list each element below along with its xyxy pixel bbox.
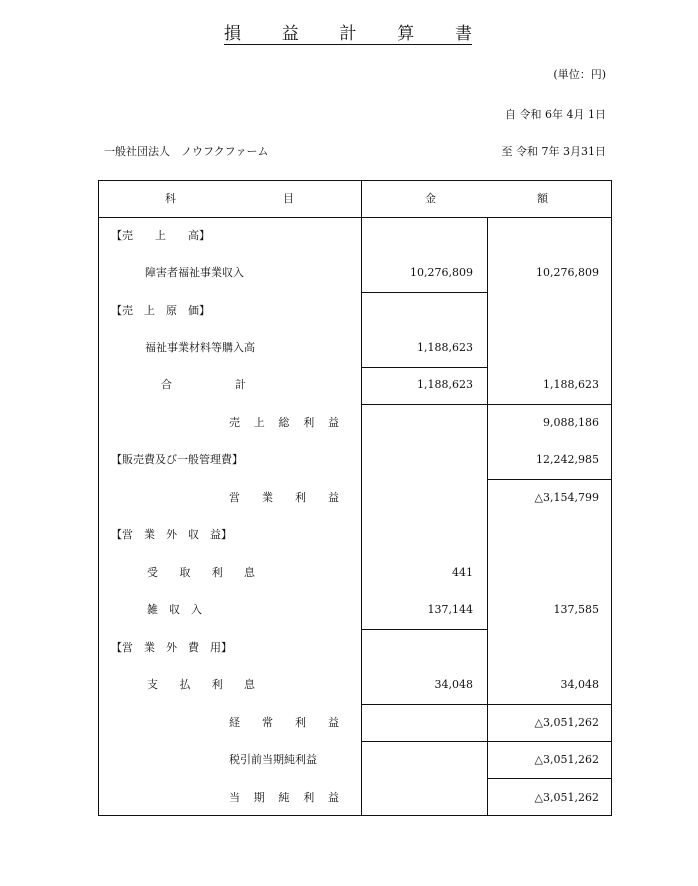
non-op-expense-total: 34,048: [560, 678, 599, 691]
operating-profit-label: 営業利益: [229, 491, 339, 504]
non-op-income-heading: 【営 業 外 収 益】: [111, 528, 232, 541]
total-column-divider: [487, 217, 488, 815]
total-rule: [487, 404, 611, 405]
misc-income-label: 雑 収 入: [147, 603, 202, 616]
interest-paid-label: 支払利息: [147, 678, 255, 691]
ordinary-profit-total: △3,051,262: [534, 716, 599, 729]
header-subject-1: 科: [165, 192, 176, 205]
gross-profit-total: 9,088,186: [543, 416, 599, 429]
cost-subtotal-label-1: 合: [161, 378, 172, 391]
unit-label: (単位：円): [553, 68, 606, 81]
cost-heading: 【売 上 原 価】: [111, 304, 210, 317]
cost-subtotal-amount: 1,188,623: [417, 378, 473, 391]
period-to: 至 令和 7年 3月31日: [501, 145, 606, 158]
period-from: 自 令和 6年 4月 1日: [505, 108, 606, 121]
amount-rule: [361, 292, 487, 293]
sga-heading: 【販売費及び一般管理費】: [111, 453, 243, 466]
misc-income-amount: 137,144: [427, 603, 473, 616]
income-statement-table: [98, 180, 612, 816]
cost-subtotal-total: 1,188,623: [543, 378, 599, 391]
total-rule: [487, 479, 611, 480]
sales-heading: 【売 上 高】: [111, 229, 210, 242]
company-name: 一般社団法人 ノウフクファーム: [104, 145, 269, 158]
non-op-expense-heading: 【営 業 外 費 用】: [111, 641, 232, 654]
net-profit-total: △3,051,262: [534, 791, 599, 804]
interest-received-amount: 441: [452, 566, 473, 579]
total-rule: [487, 704, 611, 705]
total-rule: [487, 741, 611, 742]
document-title: 損益計算書: [224, 24, 472, 44]
header-subject-2: 目: [283, 192, 294, 205]
revenue-amount: 10,276,809: [410, 266, 473, 279]
gross-profit-label: 売上総利益: [229, 416, 339, 429]
amount-rule: [361, 629, 487, 630]
header-amount-2: 額: [537, 192, 548, 205]
operating-profit-total: △3,154,799: [534, 491, 599, 504]
amount-rule: [361, 704, 487, 705]
interest-received-label: 受取利息: [147, 566, 255, 579]
revenue-label: 障害者福祉事業収入: [145, 266, 244, 279]
interest-paid-amount: 34,048: [434, 678, 473, 691]
header-divider: [99, 217, 611, 218]
net-profit-label: 当期純利益: [229, 791, 339, 804]
revenue-total: 10,276,809: [536, 266, 599, 279]
pretax-profit-total: △3,051,262: [534, 753, 599, 766]
amount-rule: [361, 741, 487, 742]
ordinary-profit-label: 経常利益: [229, 716, 339, 729]
pretax-profit-label: 税引前当期純利益: [229, 753, 317, 766]
purchases-amount: 1,188,623: [417, 341, 473, 354]
purchases-label: 福祉事業材料等購入高: [145, 341, 255, 354]
total-rule: [487, 778, 611, 779]
cost-subtotal-label-2: 計: [235, 378, 246, 391]
sga-total: 12,242,985: [536, 453, 599, 466]
amount-rule: [361, 404, 487, 405]
amount-rule: [361, 367, 487, 368]
header-amount-1: 金: [425, 192, 436, 205]
non-op-income-total: 137,585: [553, 603, 599, 616]
subject-column-divider: [361, 181, 362, 815]
